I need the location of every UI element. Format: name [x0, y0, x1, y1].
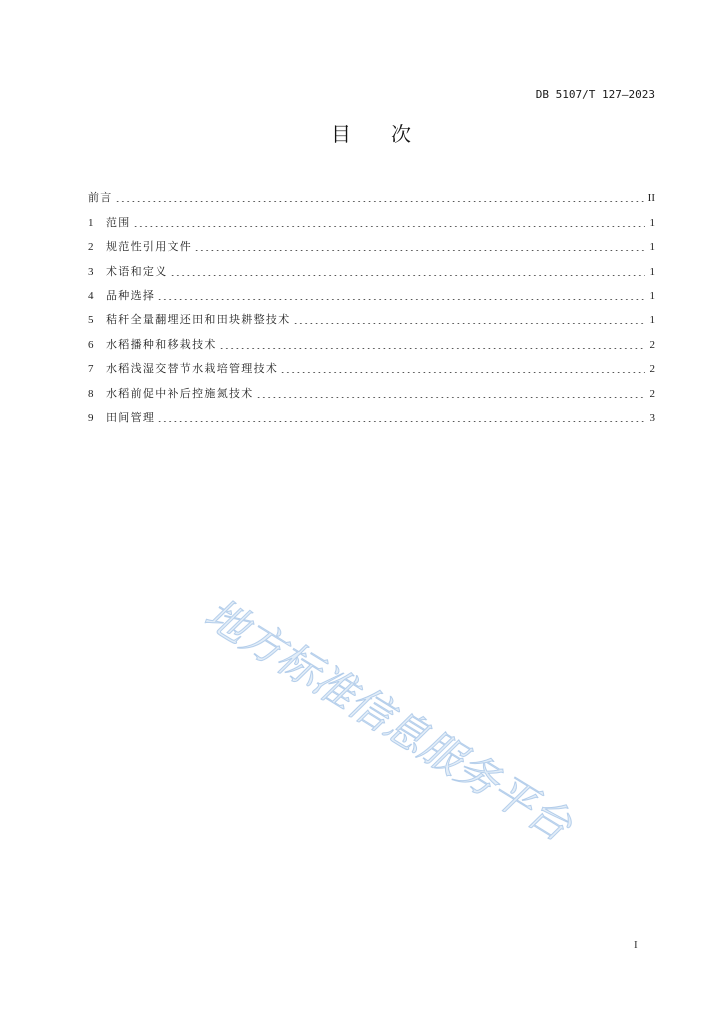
toc-entry-page: II	[647, 192, 655, 205]
page-title: 目 次	[331, 122, 411, 146]
toc-entry-8	[88, 382, 655, 406]
dot-leader	[157, 414, 645, 422]
toc-entry-page: 3	[649, 412, 655, 425]
toc-entry-page: 1	[649, 289, 655, 302]
toc-entry-3	[88, 259, 655, 283]
toc-entry-title: 规范性引用文件	[106, 241, 193, 254]
toc-entry-number: 8	[88, 387, 94, 400]
dot-leader	[256, 390, 645, 398]
toc-entry-page: 1	[649, 216, 655, 229]
toc-entry-title: 田间管理	[106, 412, 156, 425]
table-of-contents	[88, 186, 655, 430]
toc-entry-page: 2	[649, 363, 655, 376]
dot-leader	[157, 292, 645, 300]
toc-entry-foreword	[88, 186, 655, 210]
toc-entry-page: 1	[649, 314, 655, 327]
dot-leader	[219, 341, 645, 349]
toc-entry-9	[88, 406, 655, 430]
toc-entry-4	[88, 284, 655, 308]
toc-entry-number: 9	[88, 412, 94, 425]
dot-leader	[280, 365, 645, 373]
page-number: I	[634, 939, 638, 951]
toc-entry-2	[88, 235, 655, 259]
toc-entry-number: 6	[88, 338, 94, 351]
toc-entry-number: 7	[88, 363, 94, 376]
toc-entry-page: 2	[649, 338, 655, 351]
toc-entry-7	[88, 357, 655, 381]
toc-entry-number: 1	[88, 216, 94, 229]
toc-entry-title: 秸秆全量翻埋还田和田块耕整技术	[106, 314, 291, 327]
toc-entry-number: 2	[88, 241, 94, 254]
toc-entry-number: 3	[88, 265, 94, 278]
document-code: DB 5107/T 127—2023	[535, 88, 655, 101]
watermark: 地方标准信息服务平台	[196, 588, 580, 851]
toc-entry-number: 4	[88, 289, 94, 302]
dot-leader	[115, 194, 644, 202]
toc-entry-title: 水稻播种和移栽技术	[106, 338, 217, 351]
toc-entry-5	[88, 308, 655, 332]
toc-entry-title: 术语和定义	[106, 265, 168, 278]
toc-entry-title: 前言	[88, 192, 113, 205]
toc-entry-number: 5	[88, 314, 94, 327]
toc-entry-title: 水稻前促中补后控施氮技术	[106, 387, 254, 400]
dot-leader	[170, 268, 646, 276]
toc-entry-6	[88, 333, 655, 357]
toc-entry-title: 水稻浅湿交替节水栽培管理技术	[106, 363, 279, 376]
toc-entry-title: 品种选择	[106, 289, 156, 302]
toc-entry-1	[88, 210, 655, 234]
dot-leader	[293, 316, 646, 324]
toc-entry-page: 1	[649, 241, 655, 254]
dot-leader	[194, 243, 645, 251]
dot-leader	[133, 219, 645, 227]
toc-entry-title: 范围	[106, 216, 131, 229]
toc-entry-page: 1	[649, 265, 655, 278]
toc-entry-page: 2	[649, 387, 655, 400]
